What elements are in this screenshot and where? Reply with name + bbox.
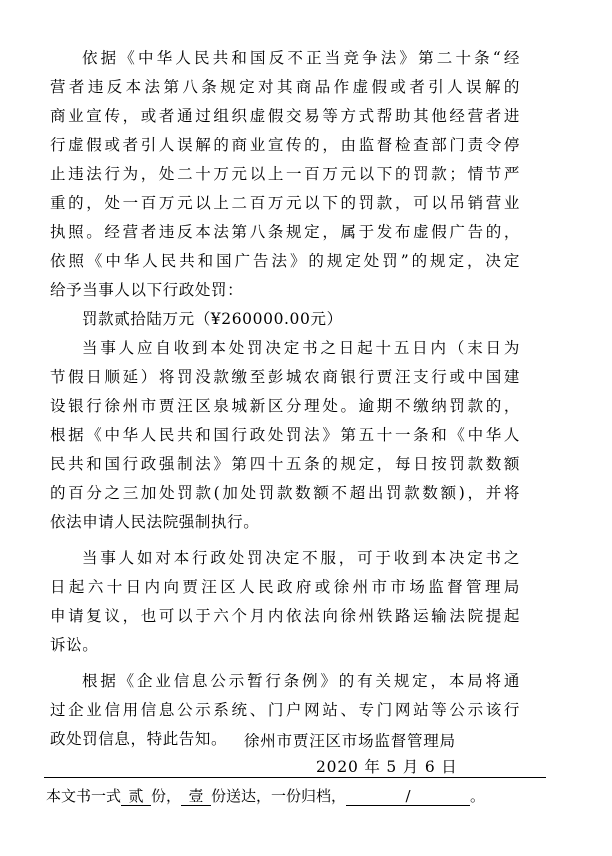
paragraph-4-line-2: 日起六十日内向贾汪区人民政府或徐州市市场监督管理局 [50,578,520,596]
paragraph-1-line-6: 重的，处一百万元以上二百万元以下的罚款，可以吊销营业 [50,194,520,212]
copies-total: 贰 [121,787,151,806]
paragraph-5-line-3: 政处罚信息，特此告知。 [50,730,228,748]
paragraph-1-line-1: 依据《中华人民共和国反不正当竞争法》第二十条“经 [82,49,520,67]
paragraph-1-line-8: 依照《中华人民共和国广告法》的规定处罚”的规定，决定 [50,252,520,270]
paragraph-4-line-1: 当事人如对本行政处罚决定不服，可于收到本决定书之 [82,549,520,567]
paragraph-1-line-3: 商业宣传，或者通过组织虚假交易等方式帮助其他经营者进 [50,107,520,125]
paragraph-4-line-4: 诉讼。 [50,636,99,654]
paragraph-3-line-7: 依法申请人民法院强制执行。 [50,513,260,531]
paragraph-3-line-1: 当事人应自收到本处罚决定书之日起十五日内（末日为 [82,339,520,357]
paragraph-1-line-4: 行虚假或者引人误解的商业宣传的，由监督检查部门责令停 [50,136,520,154]
copies-mid-1: 份， [151,787,182,805]
issuing-authority: 徐州市贾汪区市场监督管理局 [244,732,456,750]
copies-note [46,786,485,806]
copies-mid-2: 份送达，一份归档， [211,787,347,805]
paragraph-3-line-4: 根据《中华人民共和国行政处罚法》第五十一条和《中华人 [50,426,520,444]
copies-end: 。 [470,787,486,805]
copies-prefix: 本文书一式 [46,787,122,805]
paragraph-5-line-2: 过企业信用信息公示系统、门户网站、专门网站等公示该行 [50,701,520,719]
paragraph-1-line-2: 营者违反本法第八条规定对其商品作虚假或者引人误解的 [50,78,520,96]
paragraph-1-line-7: 执照。经营者违反本法第八条规定，属于发布虚假广告的， [50,223,520,241]
issue-date: 2020 年 5 月 6 日 [316,758,458,776]
copies-sent: 壹 [181,787,211,806]
paragraph-3-line-3: 设银行徐州市贾汪区泉城新区分理处。逾期不缴纳罚款的， [50,397,520,415]
paragraph-3-line-5: 民共和国行政强制法》第四十五条的规定，每日按罚款数额 [50,455,520,473]
paragraph-4-line-3: 申请复议，也可以于六个月内依法向徐州铁路运输法院提起 [50,607,520,625]
paragraph-3-line-6: 的百分之三加处罚款(加处罚款数额不超出罚款数额)，并将 [50,484,520,502]
footer-rule [44,777,546,778]
paragraph-1-line-9: 给予当事人以下行政处罚： [50,281,244,299]
paragraph-5-line-1: 根据《企业信息公示暂行条例》的有关规定，本局将通 [82,672,520,690]
penalty-amount: 罚款贰拾陆万元（¥260000.00元） [82,310,343,328]
copies-other: / [346,787,470,806]
paragraph-3-line-2: 节假日顺延）将罚没款缴至彭城农商银行贾汪支行或中国建 [50,368,520,386]
paragraph-1-line-5: 止违法行为，处二十万元以上一百万元以下的罚款；情节严 [50,165,520,183]
